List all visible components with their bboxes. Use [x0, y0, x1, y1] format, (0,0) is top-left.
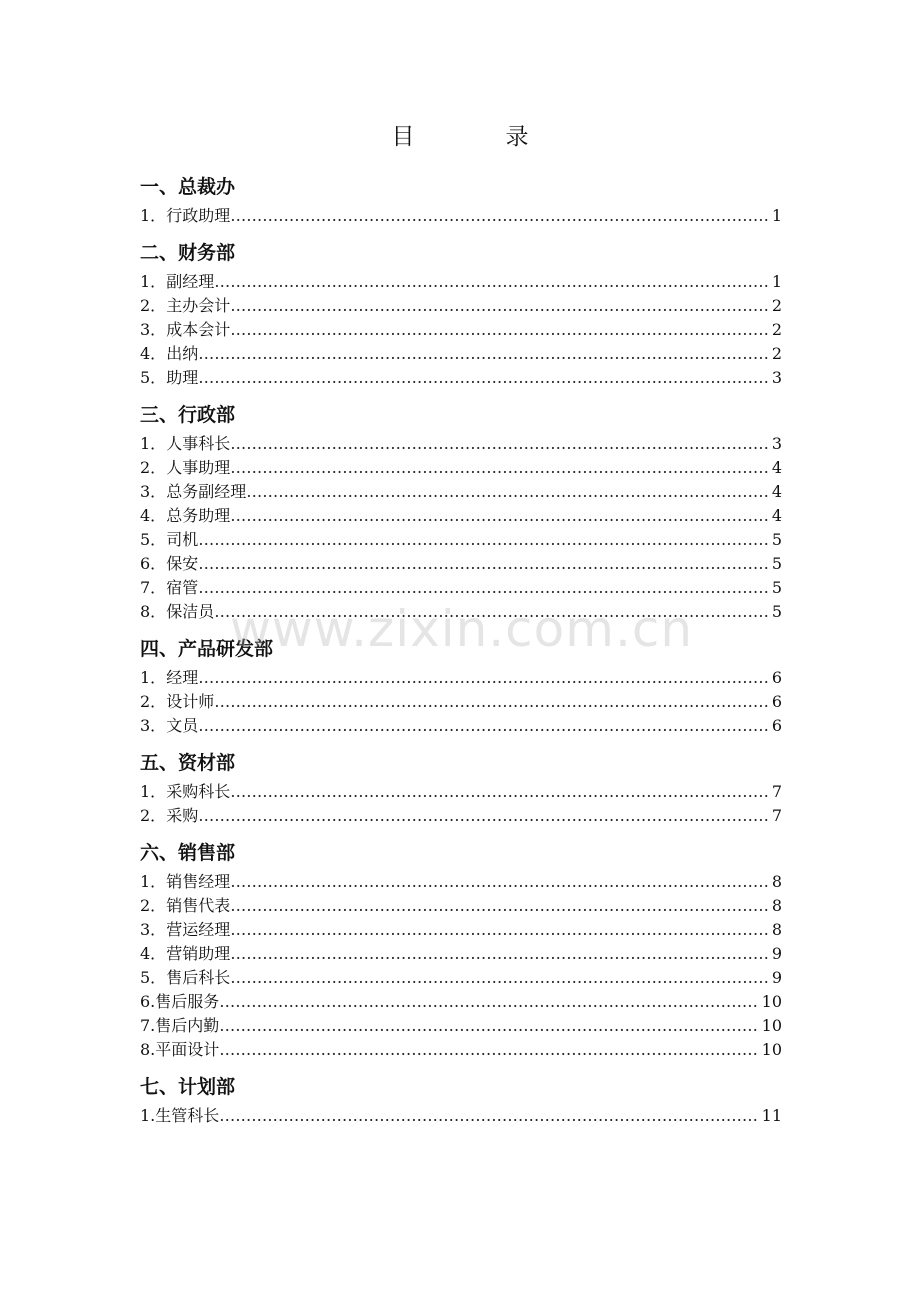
dot-leader [214, 270, 768, 294]
entry-number: 3． [140, 482, 167, 501]
entry-label: 销售经理 [166, 872, 231, 891]
page-title: 目 录 [391, 124, 563, 150]
entry-page-number: 8 [771, 872, 782, 891]
toc-entry[interactable] [140, 1038, 782, 1062]
entry-label: 助理 [166, 368, 199, 387]
entry-page-number: 8 [771, 896, 782, 915]
entry-label: 保安 [166, 554, 199, 573]
toc-entry[interactable] [140, 1104, 782, 1128]
section-heading: 一、总裁办 [140, 176, 236, 198]
entry-number: 4． [140, 344, 167, 363]
entry-page-number: 4 [771, 482, 782, 501]
toc-section [140, 390, 782, 624]
entry-number: 2． [140, 806, 167, 825]
toc-entry[interactable] [140, 780, 782, 804]
entry-number: 6. [140, 992, 156, 1011]
toc-entry[interactable] [140, 600, 782, 624]
entry-page-number: 2 [771, 296, 782, 315]
dot-leader [230, 204, 768, 228]
entry-number: 3． [140, 920, 167, 939]
entry-label: 采购科长 [166, 782, 231, 801]
entry-label: 司机 [166, 530, 199, 549]
dot-leader [230, 294, 768, 318]
dot-leader [214, 600, 768, 624]
entry-page-number: 2 [771, 320, 782, 339]
dot-leader [230, 894, 768, 918]
dot-leader [230, 318, 768, 342]
entry-label: 售后科长 [166, 968, 231, 987]
section-heading: 六、销售部 [140, 842, 236, 864]
dot-leader [214, 690, 768, 714]
entry-label: 销售代表 [166, 896, 231, 915]
entry-label: 副经理 [166, 272, 215, 291]
dot-leader [230, 966, 768, 990]
entry-number: 8． [140, 602, 167, 621]
entry-label: 采购 [166, 806, 199, 825]
entry-page-number: 10 [761, 1016, 782, 1035]
entry-label: 总务助理 [166, 506, 231, 525]
entry-number: 1. [140, 1106, 156, 1125]
toc-entry[interactable] [140, 432, 782, 456]
toc-entry[interactable] [140, 294, 782, 318]
entry-label: 宿管 [166, 578, 199, 597]
dot-leader [198, 666, 768, 690]
entry-page-number: 4 [771, 506, 782, 525]
toc-entry[interactable] [140, 1014, 782, 1038]
entry-label: 出纳 [166, 344, 199, 363]
entry-label: 文员 [166, 716, 199, 735]
toc-entry[interactable] [140, 966, 782, 990]
dot-leader [198, 552, 768, 576]
entry-page-number: 1 [771, 272, 782, 291]
entry-label: 设计师 [166, 692, 215, 711]
dot-leader [198, 804, 768, 828]
entry-label: 行政助理 [166, 206, 231, 225]
dot-leader [219, 1038, 757, 1062]
entry-number: 5． [140, 530, 167, 549]
dot-leader [219, 990, 757, 1014]
entry-page-number: 7 [771, 782, 782, 801]
entry-page-number: 6 [771, 692, 782, 711]
entry-number: 2． [140, 896, 167, 915]
toc-entry[interactable] [140, 714, 782, 738]
entry-label: 保洁员 [166, 602, 215, 621]
toc-entry[interactable] [140, 366, 782, 390]
entry-number: 2． [140, 692, 167, 711]
toc-section [140, 228, 782, 390]
entry-page-number: 11 [761, 1106, 782, 1125]
entry-page-number: 9 [771, 968, 782, 987]
toc-entry[interactable] [140, 690, 782, 714]
section-heading: 七、计划部 [140, 1076, 236, 1098]
entry-label: 营运经理 [166, 920, 231, 939]
watermark: www.zixin.com.cn [230, 600, 694, 658]
entry-page-number: 8 [771, 920, 782, 939]
entry-number: 7. [140, 1016, 156, 1035]
entry-label: 人事科长 [166, 434, 231, 453]
entry-page-number: 5 [771, 554, 782, 573]
dot-leader [198, 342, 768, 366]
entry-page-number: 6 [771, 716, 782, 735]
dot-leader [230, 942, 768, 966]
dot-leader [230, 870, 768, 894]
toc-section [140, 828, 782, 1062]
toc-entry[interactable] [140, 270, 782, 294]
dot-leader [198, 714, 768, 738]
entry-page-number: 10 [761, 1040, 782, 1059]
entry-label: 人事助理 [166, 458, 231, 477]
entry-number: 7． [140, 578, 167, 597]
entry-number: 1． [140, 872, 167, 891]
entry-label: 售后内勤 [155, 1016, 220, 1035]
toc-entry[interactable] [140, 804, 782, 828]
toc-section [140, 624, 782, 738]
toc-entry[interactable] [140, 204, 782, 228]
entry-page-number: 1 [771, 206, 782, 225]
toc-entry[interactable] [140, 870, 782, 894]
entry-page-number: 2 [771, 344, 782, 363]
entry-label: 平面设计 [155, 1040, 220, 1059]
entry-number: 5． [140, 968, 167, 987]
entry-number: 2． [140, 458, 167, 477]
entry-page-number: 3 [771, 434, 782, 453]
toc-entry[interactable] [140, 528, 782, 552]
entry-number: 2． [140, 296, 167, 315]
dot-leader [230, 780, 768, 804]
entry-number: 6． [140, 554, 167, 573]
dot-leader [198, 576, 768, 600]
entry-number: 1． [140, 668, 167, 687]
toc-entry[interactable] [140, 504, 782, 528]
entry-label: 经理 [166, 668, 199, 687]
entry-number: 4． [140, 944, 167, 963]
entry-page-number: 5 [771, 602, 782, 621]
entry-label: 成本会计 [166, 320, 231, 339]
dot-leader [230, 456, 768, 480]
toc-section [140, 1062, 782, 1128]
entry-number: 8. [140, 1040, 156, 1059]
toc-entry[interactable] [140, 918, 782, 942]
entry-page-number: 7 [771, 806, 782, 825]
entry-number: 1． [140, 782, 167, 801]
entry-number: 4． [140, 506, 167, 525]
dot-leader [219, 1104, 757, 1128]
section-heading: 四、产品研发部 [140, 638, 274, 660]
entry-page-number: 6 [771, 668, 782, 687]
entry-page-number: 10 [761, 992, 782, 1011]
toc-entry[interactable] [140, 576, 782, 600]
toc-entry[interactable] [140, 342, 782, 366]
section-heading: 三、行政部 [140, 404, 236, 426]
entry-number: 1． [140, 272, 167, 291]
dot-leader [198, 366, 768, 390]
dot-leader [219, 1014, 757, 1038]
entry-label: 主办会计 [166, 296, 231, 315]
toc-entry[interactable] [140, 666, 782, 690]
dot-leader [198, 528, 768, 552]
toc-entry[interactable] [140, 456, 782, 480]
entry-label: 生管科长 [155, 1106, 220, 1125]
entry-label: 售后服务 [155, 992, 220, 1011]
entry-page-number: 5 [771, 530, 782, 549]
entry-page-number: 4 [771, 458, 782, 477]
toc-entry[interactable] [140, 990, 782, 1014]
section-heading: 二、财务部 [140, 242, 236, 264]
toc-section [140, 170, 782, 228]
toc-entry[interactable] [140, 480, 782, 504]
toc-entry[interactable] [140, 318, 782, 342]
toc-entry[interactable] [140, 894, 782, 918]
toc-section [140, 738, 782, 828]
entry-page-number: 9 [771, 944, 782, 963]
entry-number: 3． [140, 320, 167, 339]
entry-number: 5． [140, 368, 167, 387]
entry-page-number: 5 [771, 578, 782, 597]
toc-entry[interactable] [140, 552, 782, 576]
entry-page-number: 3 [771, 368, 782, 387]
toc-entry[interactable] [140, 942, 782, 966]
entry-number: 3． [140, 716, 167, 735]
dot-leader [230, 918, 768, 942]
entry-label: 总务副经理 [166, 482, 247, 501]
entry-label: 营销助理 [166, 944, 231, 963]
entry-number: 1． [140, 206, 167, 225]
entry-number: 1． [140, 434, 167, 453]
dot-leader [246, 480, 768, 504]
dot-leader [230, 432, 768, 456]
table-of-contents [140, 168, 782, 1128]
section-heading: 五、资材部 [140, 752, 236, 774]
dot-leader [230, 504, 768, 528]
